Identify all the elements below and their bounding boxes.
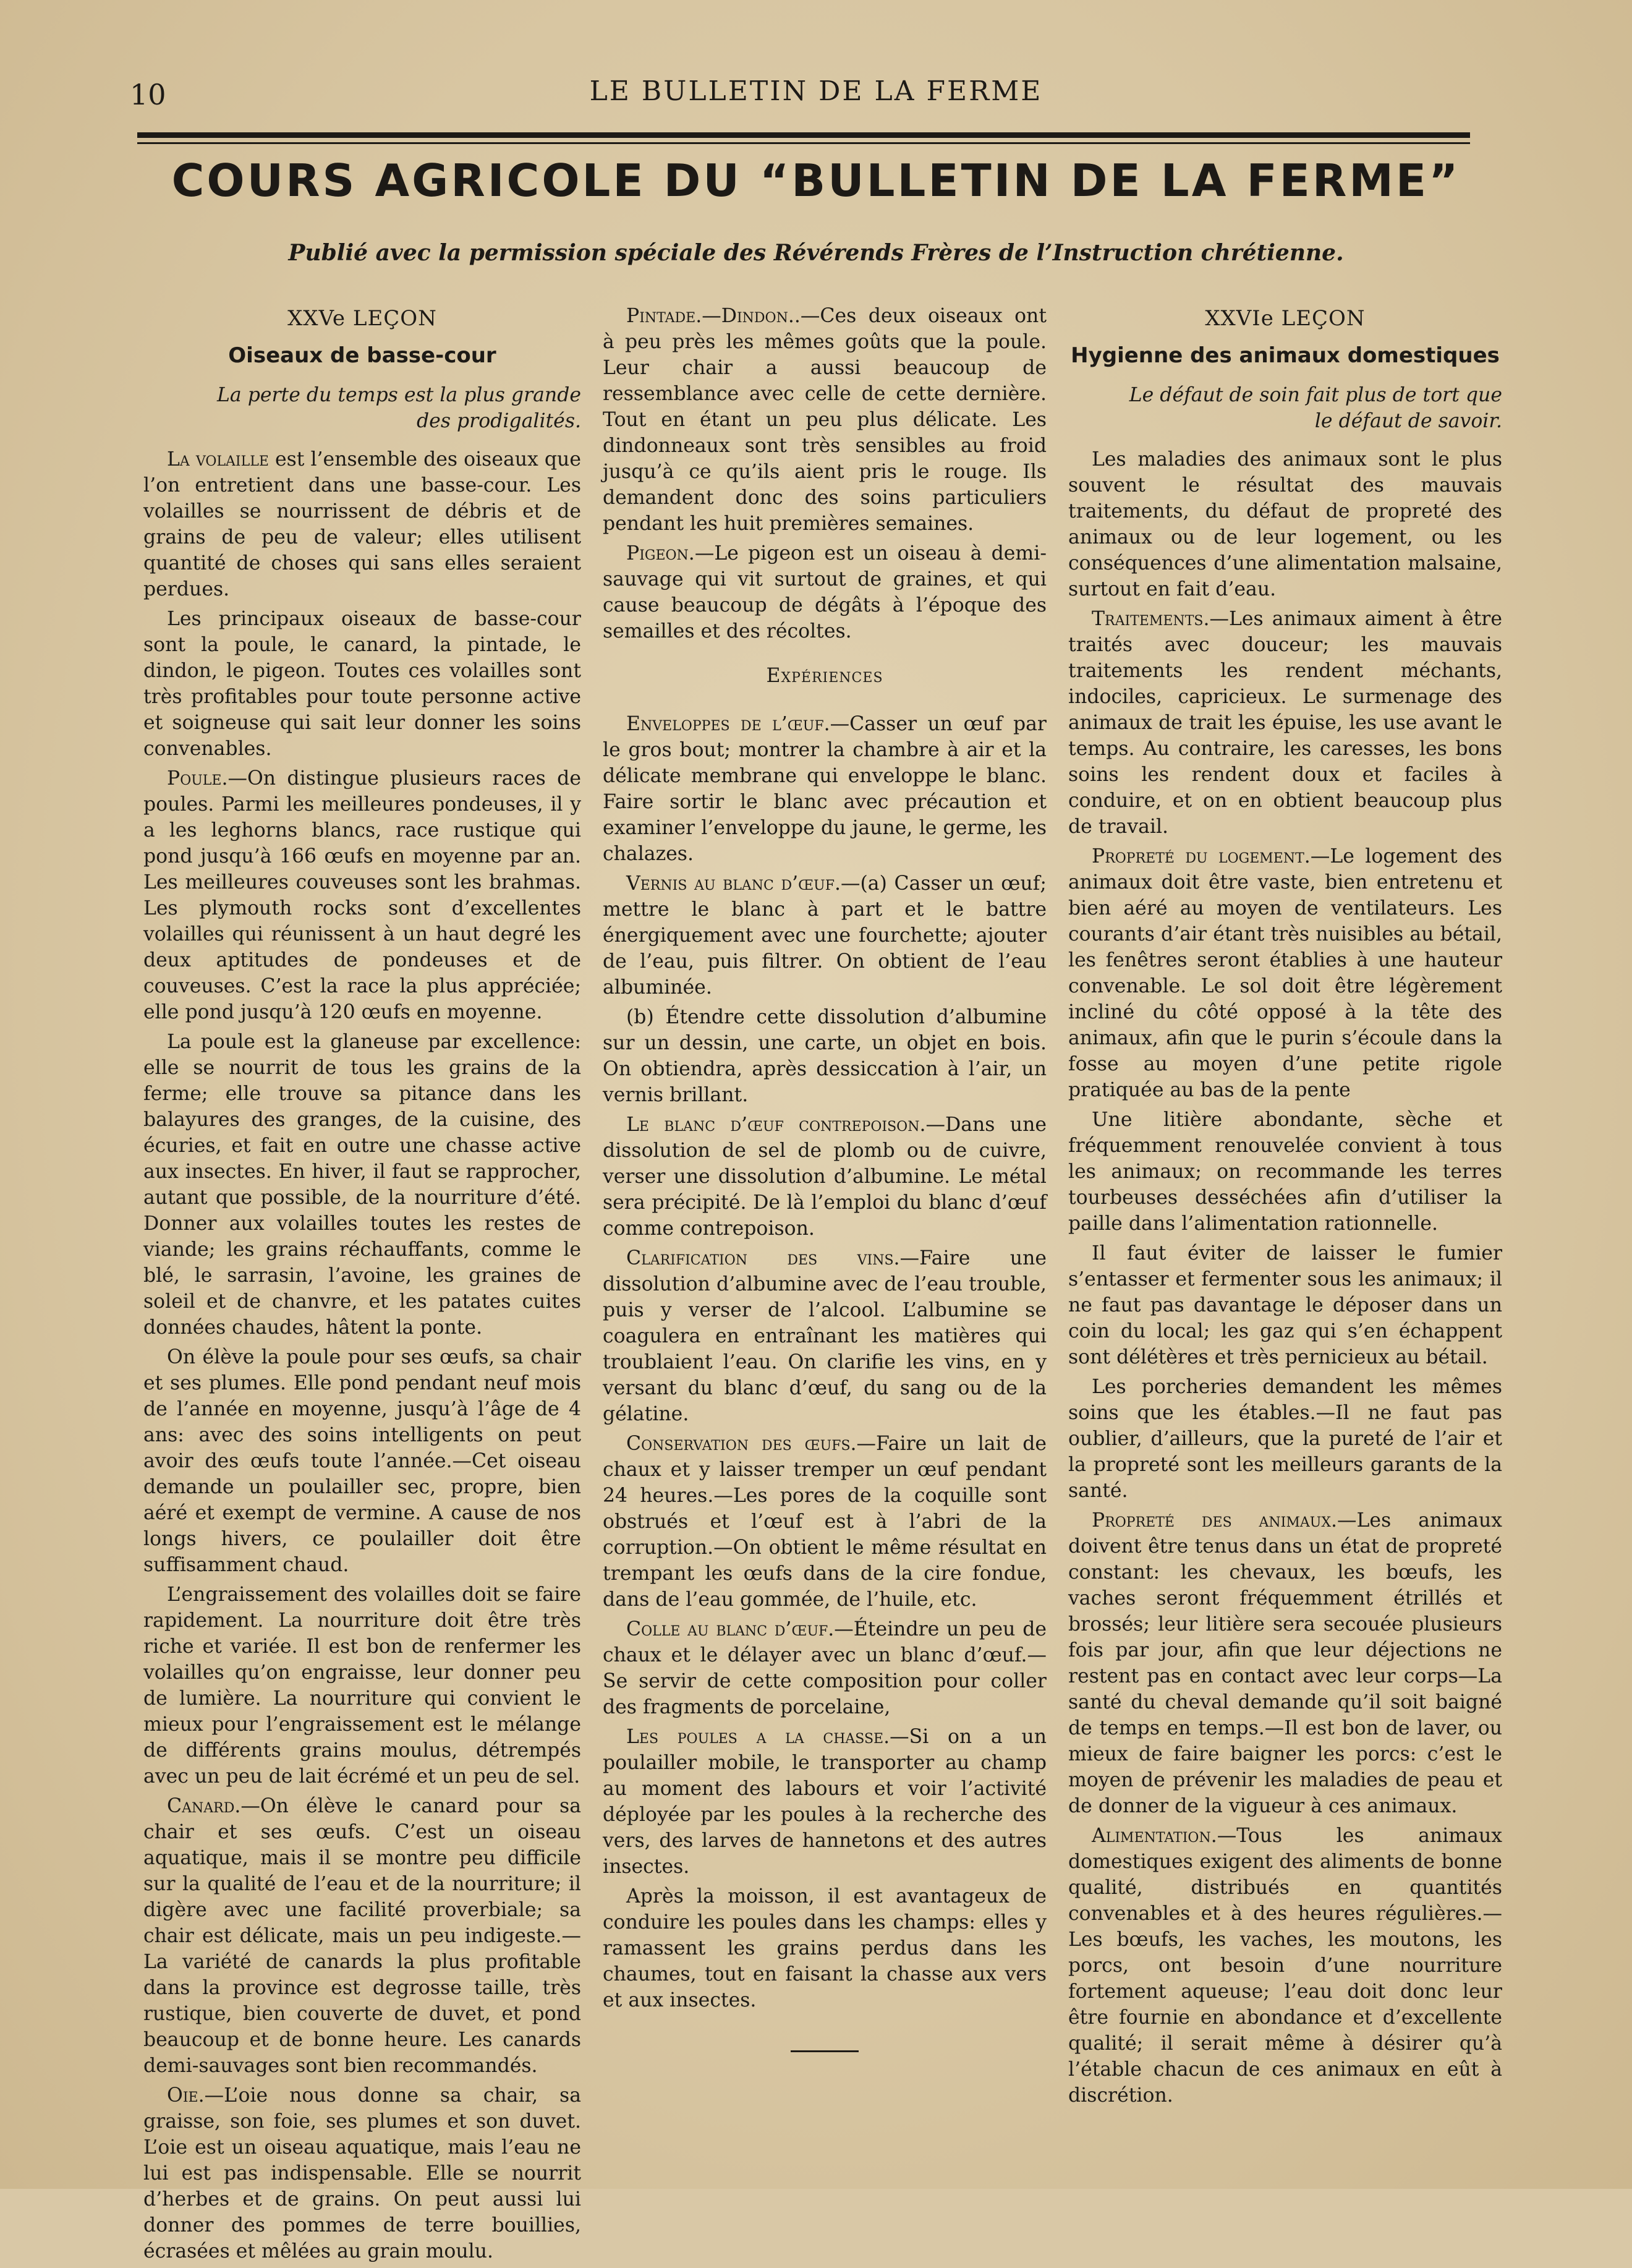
paragraph: Les maladies des animaux sont le plus souvent le résultat des mauvais traitements, du défaut de propreté des animaux ou de leur logement, ou les conséquences d’une alimentation malsaine, surtout en fait d’eau. xyxy=(1068,448,1502,600)
paragraph: L’engraissement des volailles doit se faire rapidement. La nourriture doit être très riche et variée. Il est bon de renfermer les volailles qu’on engraisse, leur donner peu de lumière. La nourriture qui convient le mieux pour l’engraissement est le mélange de différents grains moulus, détrempés avec un peu de lait écrémé et un peu de sel. xyxy=(143,1584,581,1788)
paragraph: Enveloppes de l’œuf.—Casser un œuf par le gros bout; montrer la chambre à air et la délicate membrane qui enveloppe le blanc. Faire sortir le blanc avec précaution et examiner l’enveloppe du jaune, le germe, les chalazes. xyxy=(603,713,1047,865)
header-rule-thin xyxy=(137,142,1470,144)
paragraph: Alimentation.—Tous les animaux domestiques exigent des aliments de bonne qualité, distribués en quantités convenables et à des heures régulières.—Les bœufs, les vaches, les moutons, les porcs, ont besoin d’une nourriture fortement aqueuse; l’eau doit donc leur être fournie en abondance et d’excellente qualité; il serait même à désirer qu’à l’étable chacun de ces animaux en eût à discrétion. xyxy=(1068,1825,1502,2107)
paragraph: La volaille est l’ensemble des oiseaux que l’on entretient dans une basse-cour. Les volailles se nourrissent de débris et de grains de peu de valeur; elles utilisent quantité de choses qui sans elles seraient perdues. xyxy=(143,448,581,600)
paragraph: Propreté du logement.—Le logement des animaux doit être vaste, bien entretenu et bien aéré au moyen de ventilateurs. Les courants d’air étant très nuisibles au bétail, les fenêtres seront établies à une hauteur convenable. Le sol doit être légèrement incliné du côté opposé à la tête des animaux, afin que le purin s’écoule dans la fosse au moyen d’une petite rigole pratiquée au bas de la pente xyxy=(1068,845,1503,1101)
paragraph: La poule est la glaneuse par excellence: elle se nourrit de tous les grains de la ferme; elle trouve sa pitance dans les balayures des granges, de la cuisine, des écuries, et fait en outre une chasse active aux insectes. En hiver, il faut se rapprocher, autant que possible, de la nourriture d’été. Donner aux volailles toutes les restes de viande; les grains réchauffants, comme le blé, le sarrasin, l’avoine, les graines de soleil et de chanvre, et les patates cuites données chaudes, hâtent la ponte. xyxy=(143,1031,581,1339)
lesson-26-epigraph: Le défaut de soin fait plus de tort que le défaut de savoir. xyxy=(1129,384,1502,432)
paragraph: Propreté des animaux.—Les animaux doivent être tenus dans un état de propreté constant: les chevaux, les bœufs, les vaches seront fréquemment étrillés et brossés; leur litière sera secouée plusieurs fois par jour, afin que leur déjections ne restent pas en contact avec leur corps—La santé du cheval demande qu’il soit baigné de temps en temps.—Il est bon de laver, ou mieux de faire baigner les porcs: c’est le moyen de prévenir les maladies de peau et de donner de la vigueur à ces animaux. xyxy=(1068,1509,1502,1817)
paragraph: Les principaux oiseaux de basse-cour sont la poule, le canard, la pintade, le dindon, le pigeon. Toutes ces volailles sont très profitables pour toute personne active et soigneuse qui sait leur donner les soins convenables. xyxy=(143,608,581,760)
lesson-26-title: Hygienne des animaux domestiques xyxy=(1071,343,1500,368)
paragraph: Poule.—On distingue plusieurs races de poules. Parmi les meilleures pondeuses, il y a les leghorns blancs, race rustique qui pond jusqu’à 166 œufs en moyenne par an. Les meilleures couveuses sont les brahmas. Les plymouth rocks sont d’excellentes volailles qui réunissent à un haut degré les deux aptitudes de pondeuses et de couveuses. C’est la race la plus appréciée; elle pond jusqu’à 120 œufs en moyenne. xyxy=(143,767,581,1023)
paragraph: Il faut éviter de laisser le fumier s’entasser et fermenter sous les animaux; il ne faut pas davantage le déposer dans un coin du local; les gaz qui s’en échappent sont délétères et très pernicieux au bétail. xyxy=(1068,1242,1502,1368)
lesson-25-number: XXVe LEÇON xyxy=(287,306,437,331)
paragraph: Une litière abondante, sèche et fréquemment renouvelée convient à tous les animaux; on recommande les terres tourbeuses desséchées afin d’utiliser la paille dans l’alimentation rationnelle. xyxy=(1068,1109,1502,1235)
journal-title: LE BULLETIN DE LA FERME xyxy=(589,75,1043,107)
paragraph: Canard.—On élève le canard pour sa chair et ses œufs. C’est un oiseau aquatique, mais il se montre peu difficile sur la qualité de l’eau et de la nourriture; il digère avec une facilité proverbiale; sa chair est délicate, mais un peu indigeste.—La variété de canards la plus profitable dans la province est degrosse taille, très rustique, bien couverte de duvet, et pond beaucoup et de bonne heure. Les canards demi-sauvages sont bien recommandés. xyxy=(143,1795,581,2077)
experiences-heading: Expériences xyxy=(766,665,883,687)
main-title: COURS AGRICOLE DU “BULLETIN DE LA FERME” xyxy=(171,155,1461,207)
page-number: 10 xyxy=(130,78,166,111)
paragraph: On élève la poule pour ses œufs, sa chair et ses plumes. Elle pond pendant neuf mois de l’année en moyenne, jusqu’à l’âge de 4 ans: avec des soins intelligents on peut avoir des œufs toute l’année.—Cet oiseau demande un poulailler sec, propre, bien aéré et exempt de vermine. A cause de nos longs hivers, ce poulailler doit être suffisamment chaud. xyxy=(143,1346,581,1576)
paragraph: Traitements.—Les animaux aiment à être traités avec douceur; les mauvais traitements les rendent méchants, indociles, capricieux. Le surmenage des animaux de trait les épuise, les use avant le temps. Au contraire, les caresses, les bons soins les rendent doux et faciles à conduire, et on en obtient beaucoup plus de travail. xyxy=(1068,608,1502,838)
paragraph: Colle au blanc d’œuf.—Éteindre un peu de chaux et le délayer avec un blanc d’œuf.—Se servir de cette composition pour coller des fragments de porcelaine, xyxy=(603,1618,1047,1718)
paragraph: Pintade.—Dindon..—Ces deux oiseaux ont à peu près les mêmes goûts que la poule. Leur chair a aussi beaucoup de ressemblance avec celle de cette dernière. Tout en étant un peu plus délicate. Les dindonneaux sont très sensibles au froid jusqu’à ce qu’ils aient pris le rouge. Ils demandent donc des soins particuliers pendant les huit premières semaines. xyxy=(603,305,1047,535)
paragraph: Le blanc d’œuf contrepoison.—Dans une dissolution de sel de plomb ou de cuivre, verser une dissolution d’albumine. Le métal sera précipité. De là l’emploi du blanc d’œuf comme contrepoison. xyxy=(603,1114,1047,1240)
paragraph: Vernis au blanc d’œuf.—(a) Casser un œuf; mettre le blanc à part et le battre énergiquement avec une fourchette; ajouter de l’eau, puis filtrer. On obtient de l’eau albuminée. xyxy=(603,872,1047,999)
paragraph: Les porcheries demandent les mêmes soins que les étables.—Il ne faut pas oublier, d’ailleurs, que la pureté de l’air et la propreté sont les meilleurs garants de la santé. xyxy=(1068,1376,1502,1502)
lesson-25-epigraph: La perte du temps est la plus grande des prodigalités. xyxy=(216,384,581,432)
column-1 xyxy=(143,297,581,2268)
paragraph: Après la moisson, il est avantageux de conduire les poules dans les champs: elles y ramassent les grains perdus dans les chaumes, tout en faisant la chasse aux vers et aux insectes. xyxy=(603,1885,1047,2011)
paragraph: (b) Étendre cette dissolution d’albumine sur un dessin, une carte, un objet en bois. On obtiendra, après dessiccation à l’air, un vernis brillant. xyxy=(603,1006,1047,1106)
paragraph: Pigeon.—Le pigeon est un oiseau à demi-sauvage qui vit surtout de graines, et qui cause beaucoup de dégâts à l’époque des semailles et des récoltes. xyxy=(603,542,1047,642)
subtitle: Publié avec la permission spéciale des Révérends Frères de l’Instruction chrétienne. xyxy=(288,240,1344,266)
column-2 xyxy=(603,303,1047,2052)
paragraph: Les poules a la chasse.—Si on a un poulailler mobile, le transporter au champ au moment des labours et voir l’activité déployée par les poules à la recherche des vers, des larves de hannetons et des autres insectes. xyxy=(603,1726,1047,1878)
lesson-25-title: Oiseaux de basse-cour xyxy=(228,343,496,368)
running-header xyxy=(0,73,1632,110)
end-rule xyxy=(791,2050,859,2052)
lesson-26-number: XXVIe LEÇON xyxy=(1205,306,1366,331)
paragraph: Clarification des vins.—Faire une dissolution d’albumine avec de l’eau trouble, puis y verser de l’alcool. L’albumine se coagulera en entraînant les matières qui troublaient l’eau. On clarifie les vins, en y versant du blanc d’œuf, du sang ou de la gélatine. xyxy=(603,1247,1047,1425)
paragraph: Oie.—L’oie nous donne sa chair, sa graisse, son foie, ses plumes et son duvet. L’oie est un oiseau aquatique, mais l’eau ne lui est pas indispensable. Elle se nourrit d’herbes et de grains. On peut aussi lui donner des pommes de terre bouillies, écrasées et mêlées au grain moulu. xyxy=(143,2084,581,2262)
paragraph: Conservation des œufs.—Faire un lait de chaux et y laisser tremper un œuf pendant 24 heures.—Les pores de la coquille sont obstrués et l’œuf est à l’abri de la corruption.—On obtient le même résultat en trempant les œufs dans de la cire fondue, dans de l’eau gommée, de l’huile, etc. xyxy=(603,1433,1047,1611)
column-3 xyxy=(1068,297,1502,2112)
header-rule-thick xyxy=(137,132,1470,138)
